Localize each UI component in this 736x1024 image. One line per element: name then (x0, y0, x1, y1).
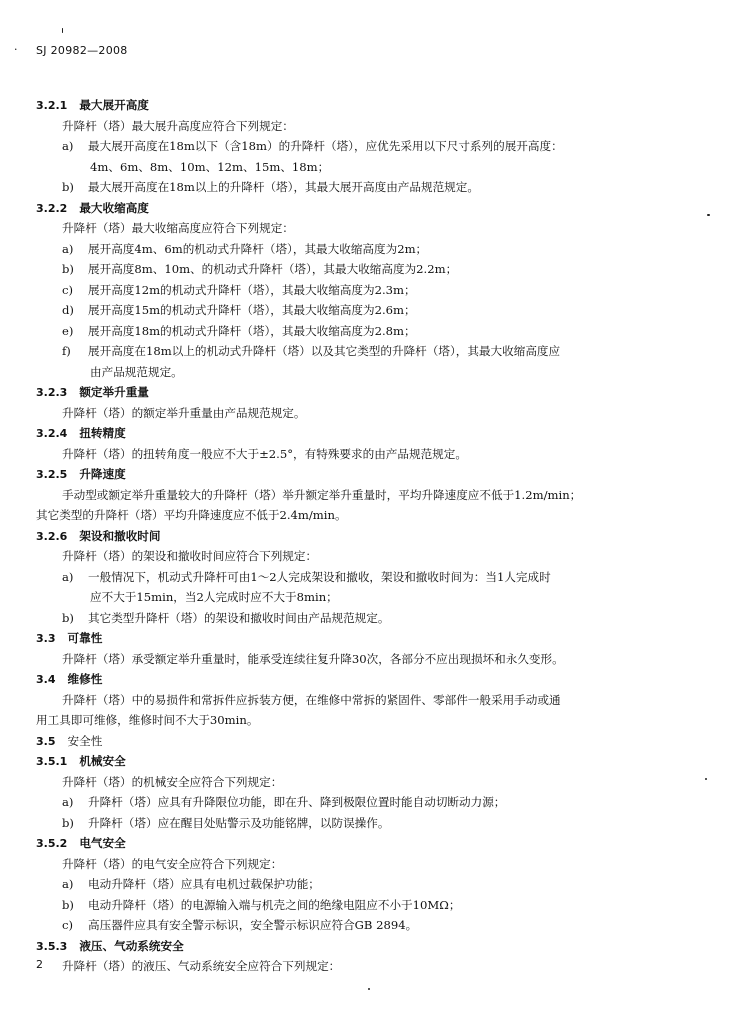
list-item-text: 展开高度15m的机动式升降杆（塔），其最大收缩高度为2.6m； (88, 303, 416, 317)
scan-speck (707, 214, 710, 216)
section-title: 可靠性 (67, 631, 103, 645)
list-item (62, 816, 389, 830)
paragraph-line: 升降杆（塔）承受额定举升重量时，能承受连续往复升降30次，各部分不应出现损坏和永久变形。 (62, 651, 564, 666)
list-item-text: 展开高度4m、6m的机动式升降杆（塔），其最大收缩高度为2m； (88, 241, 428, 256)
list-item (62, 283, 416, 297)
list-item (62, 139, 563, 153)
paragraph-continuation: 其它类型的升降杆（塔）平均升降速度应不低于2.4m/min。 (36, 508, 347, 522)
section-heading (36, 754, 126, 769)
list-item-label: f) (62, 344, 71, 358)
list-item (62, 795, 505, 809)
paragraph-line: 升降杆（塔）的扭转角度一般应不大于±2.5°，有特殊要求的由产品规范规定。 (62, 446, 467, 461)
section-title: 最大展开高度 (79, 98, 149, 112)
paragraph-line: 升降杆（塔）的额定举升重量由产品规范规定。 (62, 405, 306, 420)
list-item-label: a) (62, 569, 74, 584)
section-number: 3.5.2 (36, 837, 68, 850)
section-heading (36, 467, 126, 482)
section-number: 3.2.1 (36, 99, 68, 112)
section-title: 最大收缩高度 (79, 200, 149, 215)
section-title: 电气安全 (79, 836, 126, 850)
list-item-text: 升降杆（塔）应在醒目处贴警示及功能铭牌，以防误操作。 (88, 815, 390, 830)
list-item-text: 电动升降杆（塔）应具有电机过载保护功能； (88, 877, 320, 891)
list-item-label: e) (62, 323, 74, 338)
list-item-text: 展开高度8m、10m、的机动式升降杆（塔），其最大收缩高度为2.2m； (88, 262, 458, 276)
paragraph-line: 升降杆（塔）中的易损件和常拆件应拆装方便，在维修中常拆的紧固件、零部件一般采用手动或通 (62, 692, 561, 707)
list-item-label: b) (62, 262, 74, 276)
list-item-label: a) (62, 877, 74, 891)
list-item (62, 611, 389, 625)
list-item (62, 303, 416, 317)
section-number: 3.2.6 (36, 529, 68, 543)
section-heading (36, 672, 102, 687)
list-item (62, 344, 560, 358)
paragraph-continuation: 用工具即可维修，维修时间不大于30min。 (36, 713, 259, 727)
section-title: 安全性 (67, 733, 103, 748)
list-item-label: c) (62, 282, 74, 297)
list-item (62, 242, 427, 256)
section-heading (36, 426, 126, 441)
list-item-text: 高压器件应具有安全警示标识，安全警示标识应符合GB 2894。 (88, 918, 418, 932)
section-title: 液压、气动系统安全 (79, 938, 184, 953)
list-item (62, 898, 460, 912)
section-number: 3.5.1 (36, 755, 68, 768)
list-item-text: 展开高度12m的机动式升降杆（塔），其最大收缩高度为2.3m； (88, 282, 416, 297)
list-item-text: 电动升降杆（塔）的电源输入端与机壳之间的绝缘电阻应不小于10MΩ； (88, 897, 461, 912)
list-item (62, 262, 457, 276)
list-item-label: a) (62, 795, 74, 809)
list-item-text: 一般情况下，机动式升降杆可由1～2人完成架设和撤收，架设和撤收时间为：当1人完成时 (88, 569, 551, 584)
list-item-text: 其它类型升降杆（塔）的架设和撤收时间由产品规范规定。 (88, 610, 390, 625)
list-item-label: b) (62, 815, 74, 830)
section-number: 3.2.4 (36, 427, 68, 440)
list-item (62, 877, 320, 891)
list-item-label: c) (62, 918, 74, 932)
scan-speck (368, 988, 370, 990)
paragraph-line: 升降杆（塔）的机械安全应符合下列规定： (62, 774, 283, 789)
section-heading (36, 836, 126, 851)
list-item-text: 展开高度在18m以上的机动式升降杆（塔）以及其它类型的升降杆（塔），其最大收缩高度应 (88, 344, 561, 358)
list-item-text: 最大展开高度在18m以上的升降杆（塔），其最大展开高度由产品规范规定。 (88, 180, 479, 194)
section-number: 3.2.3 (36, 386, 68, 399)
section-title: 维修性 (67, 672, 103, 686)
section-heading (36, 201, 149, 216)
section-number: 3.5 (36, 734, 56, 748)
section-title: 升降速度 (79, 467, 126, 481)
paragraph-line: 升降杆（塔）最大展升高度应符合下列规定： (62, 118, 294, 133)
paragraph-line: 升降杆（塔）的电气安全应符合下列规定： (62, 856, 283, 871)
corner-mark: · (14, 43, 18, 56)
list-item (62, 918, 417, 932)
list-item-continuation: 4m、6m、8m、10m、12m、15m、18m； (90, 159, 330, 174)
list-item-text: 最大展开高度在18m以下（含18m）的升降杆（塔），应优先采用以下尺寸系列的展开高度： (88, 139, 563, 153)
list-item-label: b) (62, 610, 74, 625)
section-title: 额定举升重量 (79, 385, 149, 399)
paragraph-line: 升降杆（塔）最大收缩高度应符合下列规定： (62, 221, 294, 235)
document-code-header: SJ 20982—2008 (36, 44, 128, 57)
section-number: 3.2.5 (36, 468, 68, 481)
list-item-label: b) (62, 897, 74, 912)
section-number: 3.4 (36, 673, 56, 686)
list-item (62, 324, 416, 338)
list-item-label: d) (62, 303, 74, 317)
list-item-text: 升降杆（塔）应具有升降限位功能，即在升、降到极限位置时能自动切断动力源； (88, 795, 506, 809)
paragraph-line: 手动型或额定举升重量较大的升降杆（塔）举升额定举升重量时，平均升降速度应不低于1.2m/min； (62, 487, 582, 502)
section-heading (36, 385, 149, 400)
paragraph-line: 升降杆（塔）的液压、气动系统安全应符合下列规定： (62, 959, 341, 973)
section-title: 架设和撤收时间 (79, 528, 161, 543)
list-item-continuation: 应不大于15min，当2人完成时应不大于8min； (90, 590, 338, 604)
section-heading (36, 631, 102, 646)
list-item-continuation: 由产品规范规定。 (90, 364, 183, 379)
section-title: 机械安全 (79, 754, 126, 768)
list-item (62, 570, 551, 584)
list-item-label: b) (62, 180, 74, 194)
section-title: 扭转精度 (79, 426, 126, 440)
page-number: 2 (36, 958, 43, 971)
section-number: 3.5.3 (36, 939, 68, 953)
section-number: 3.2.2 (36, 201, 68, 215)
section-heading (36, 939, 184, 954)
scan-speck (705, 778, 707, 780)
section-number: 3.3 (36, 632, 56, 645)
list-item-label: a) (62, 139, 74, 153)
section-heading (36, 529, 161, 544)
scan-speck (62, 28, 63, 33)
section-heading (36, 734, 102, 749)
paragraph-line: 升降杆（塔）的架设和撤收时间应符合下列规定： (62, 549, 318, 563)
section-heading (36, 98, 149, 113)
list-item-text: 展开高度18m的机动式升降杆（塔），其最大收缩高度为2.8m； (88, 323, 416, 338)
list-item (62, 180, 479, 194)
list-item-label: a) (62, 241, 74, 256)
